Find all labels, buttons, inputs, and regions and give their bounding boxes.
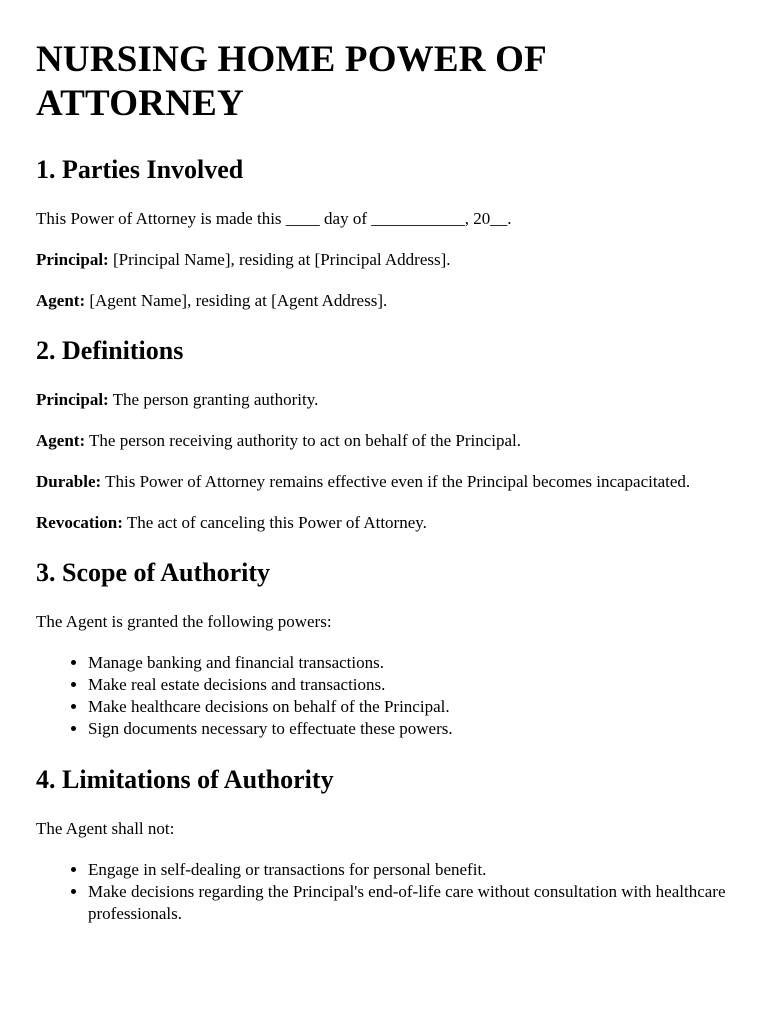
list-item: • Make healthcare decisions on behalf of the Principal. <box>88 696 734 718</box>
principal-label: Principal: <box>36 250 109 269</box>
principal-text: [Principal Name], residing at [Principal Address]. <box>108 250 451 269</box>
definition-agent <box>36 430 734 451</box>
list-item: • Make decisions regarding the Principal's end-of-life care without consultation with healthcare professionals. <box>88 881 734 925</box>
list-item: • Manage banking and financial transactions. <box>88 652 734 674</box>
agent-label: Agent: <box>36 291 86 310</box>
section-heading: 1. Parties Involved <box>36 155 244 184</box>
document-title: NURSING HOME POWER OF ATTORNEY <box>36 39 546 124</box>
powers-list <box>36 652 734 740</box>
definition-revocation <box>36 512 734 533</box>
section-heading: 2. Definitions <box>36 336 184 365</box>
definition-term: Agent: <box>36 431 86 450</box>
section-heading: 4. Limitations of Authority <box>36 765 334 794</box>
definition-principal <box>36 389 734 410</box>
limitations-list <box>36 859 734 925</box>
agent-text: [Agent Name], residing at [Agent Address]. <box>85 291 388 310</box>
definition-term: Revocation: <box>36 513 123 532</box>
section-definitions <box>36 335 734 533</box>
definition-term: Durable: <box>36 472 102 491</box>
date-line: This Power of Attorney is made this ____ day of ___________, 20__. <box>36 209 512 228</box>
principal-line <box>36 249 734 270</box>
section-heading: 3. Scope of Authority <box>36 558 270 587</box>
list-item: • Sign documents necessary to effectuate these powers. <box>88 718 734 740</box>
definition-text: The act of canceling this Power of Attorney. <box>122 513 427 532</box>
list-item: • Make real estate decisions and transactions. <box>88 674 734 696</box>
definition-term: Principal: <box>36 390 109 409</box>
list-item: • Engage in self-dealing or transactions for personal benefit. <box>88 859 734 881</box>
limitations-intro: The Agent shall not: <box>36 819 175 838</box>
scope-intro: The Agent is granted the following powers: <box>36 612 332 631</box>
definition-text: This Power of Attorney remains effective even if the Principal becomes incapacitated. <box>101 472 691 491</box>
section-limitations <box>36 764 734 925</box>
section-scope <box>36 557 734 740</box>
definition-text: The person receiving authority to act on behalf of the Principal. <box>85 431 521 450</box>
section-parties <box>36 154 734 311</box>
definition-durable <box>36 471 734 492</box>
definition-text: The person granting authority. <box>108 390 319 409</box>
agent-line <box>36 290 734 311</box>
